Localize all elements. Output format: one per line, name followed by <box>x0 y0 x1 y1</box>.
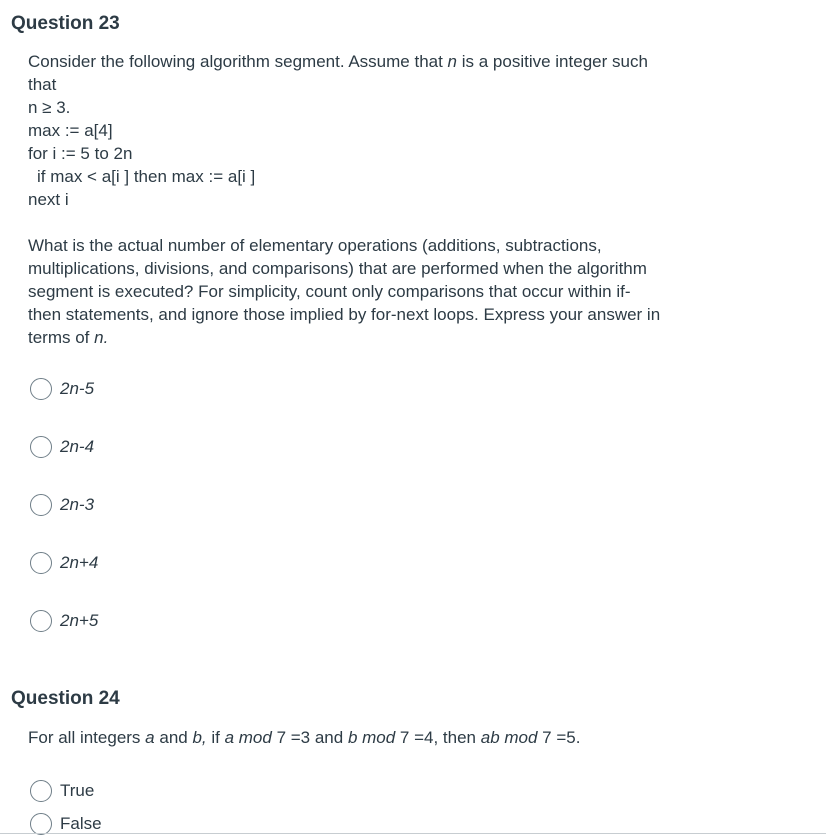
answer-option[interactable] <box>30 434 430 460</box>
question-variable: n. <box>94 328 109 347</box>
question-text <box>28 726 748 749</box>
question-text <box>28 50 748 349</box>
radio-button[interactable] <box>30 813 52 835</box>
question-prompt-text: terms of <box>28 328 95 347</box>
statement-text: 7 =3 and <box>271 728 348 747</box>
answer-label: False <box>60 814 102 833</box>
answer-option[interactable] <box>30 608 430 634</box>
answer-option[interactable] <box>30 492 430 518</box>
question-variable: b mod <box>347 728 396 747</box>
question-prompt-line: What is the actual number of elementary operations (additions, subtractions, <box>28 236 602 255</box>
radio-button[interactable] <box>30 552 52 574</box>
code-line: next i <box>28 190 69 209</box>
statement-text: if <box>206 728 225 747</box>
question-intro-line <box>28 50 748 73</box>
question-prompt-line: then statements, and ignore those implied by for-next loops. Express your answer in <box>28 305 661 324</box>
question-variable: ab mod <box>480 728 538 747</box>
statement-text: For all integers <box>28 728 146 747</box>
radio-button[interactable] <box>30 780 52 802</box>
answer-label: 2n-4 <box>60 437 95 456</box>
answer-label: 2n-3 <box>60 495 95 514</box>
code-line: n ≥ 3. <box>28 98 71 117</box>
question-intro-text: Consider the following algorithm segment. Assume that <box>28 52 448 71</box>
answer-option[interactable] <box>30 550 430 576</box>
statement-text: 7 =5. <box>537 728 581 747</box>
answer-option[interactable] <box>30 778 430 804</box>
radio-button[interactable] <box>30 494 52 516</box>
answer-label: 2n+5 <box>60 611 99 630</box>
question-variable: a mod <box>224 728 272 747</box>
answer-label: 2n+4 <box>60 553 99 572</box>
code-line: if max < a[i ] then max := a[i ] <box>37 167 256 186</box>
statement-text: 7 =4, then <box>395 728 481 747</box>
question-intro-text: is a positive integer such <box>457 52 648 71</box>
question-prompt-line: segment is executed? For simplicity, count only comparisons that occur within if- <box>28 282 631 301</box>
question-intro-line: that <box>28 75 57 94</box>
question-variable: b, <box>192 728 207 747</box>
question-variable: a <box>145 728 155 747</box>
question-header: Question 24 <box>11 688 120 709</box>
code-line: max := a[4] <box>28 121 113 140</box>
question-variable: n <box>447 52 458 71</box>
code-line: for i := 5 to 2n <box>28 144 133 163</box>
radio-button[interactable] <box>30 436 52 458</box>
statement-text: and <box>154 728 193 747</box>
question-header: Question 23 <box>11 13 120 34</box>
bottom-divider <box>0 833 826 834</box>
question-statement <box>28 726 748 749</box>
answer-option[interactable] <box>30 376 430 402</box>
question-prompt-line <box>28 326 748 349</box>
question-prompt-line: multiplications, divisions, and comparisons) that are performed when the algorithm <box>28 259 647 278</box>
answer-label: True <box>60 781 95 800</box>
radio-button[interactable] <box>30 610 52 632</box>
paragraph-gap <box>28 211 748 234</box>
answer-label: 2n-5 <box>60 379 95 398</box>
radio-button[interactable] <box>30 378 52 400</box>
